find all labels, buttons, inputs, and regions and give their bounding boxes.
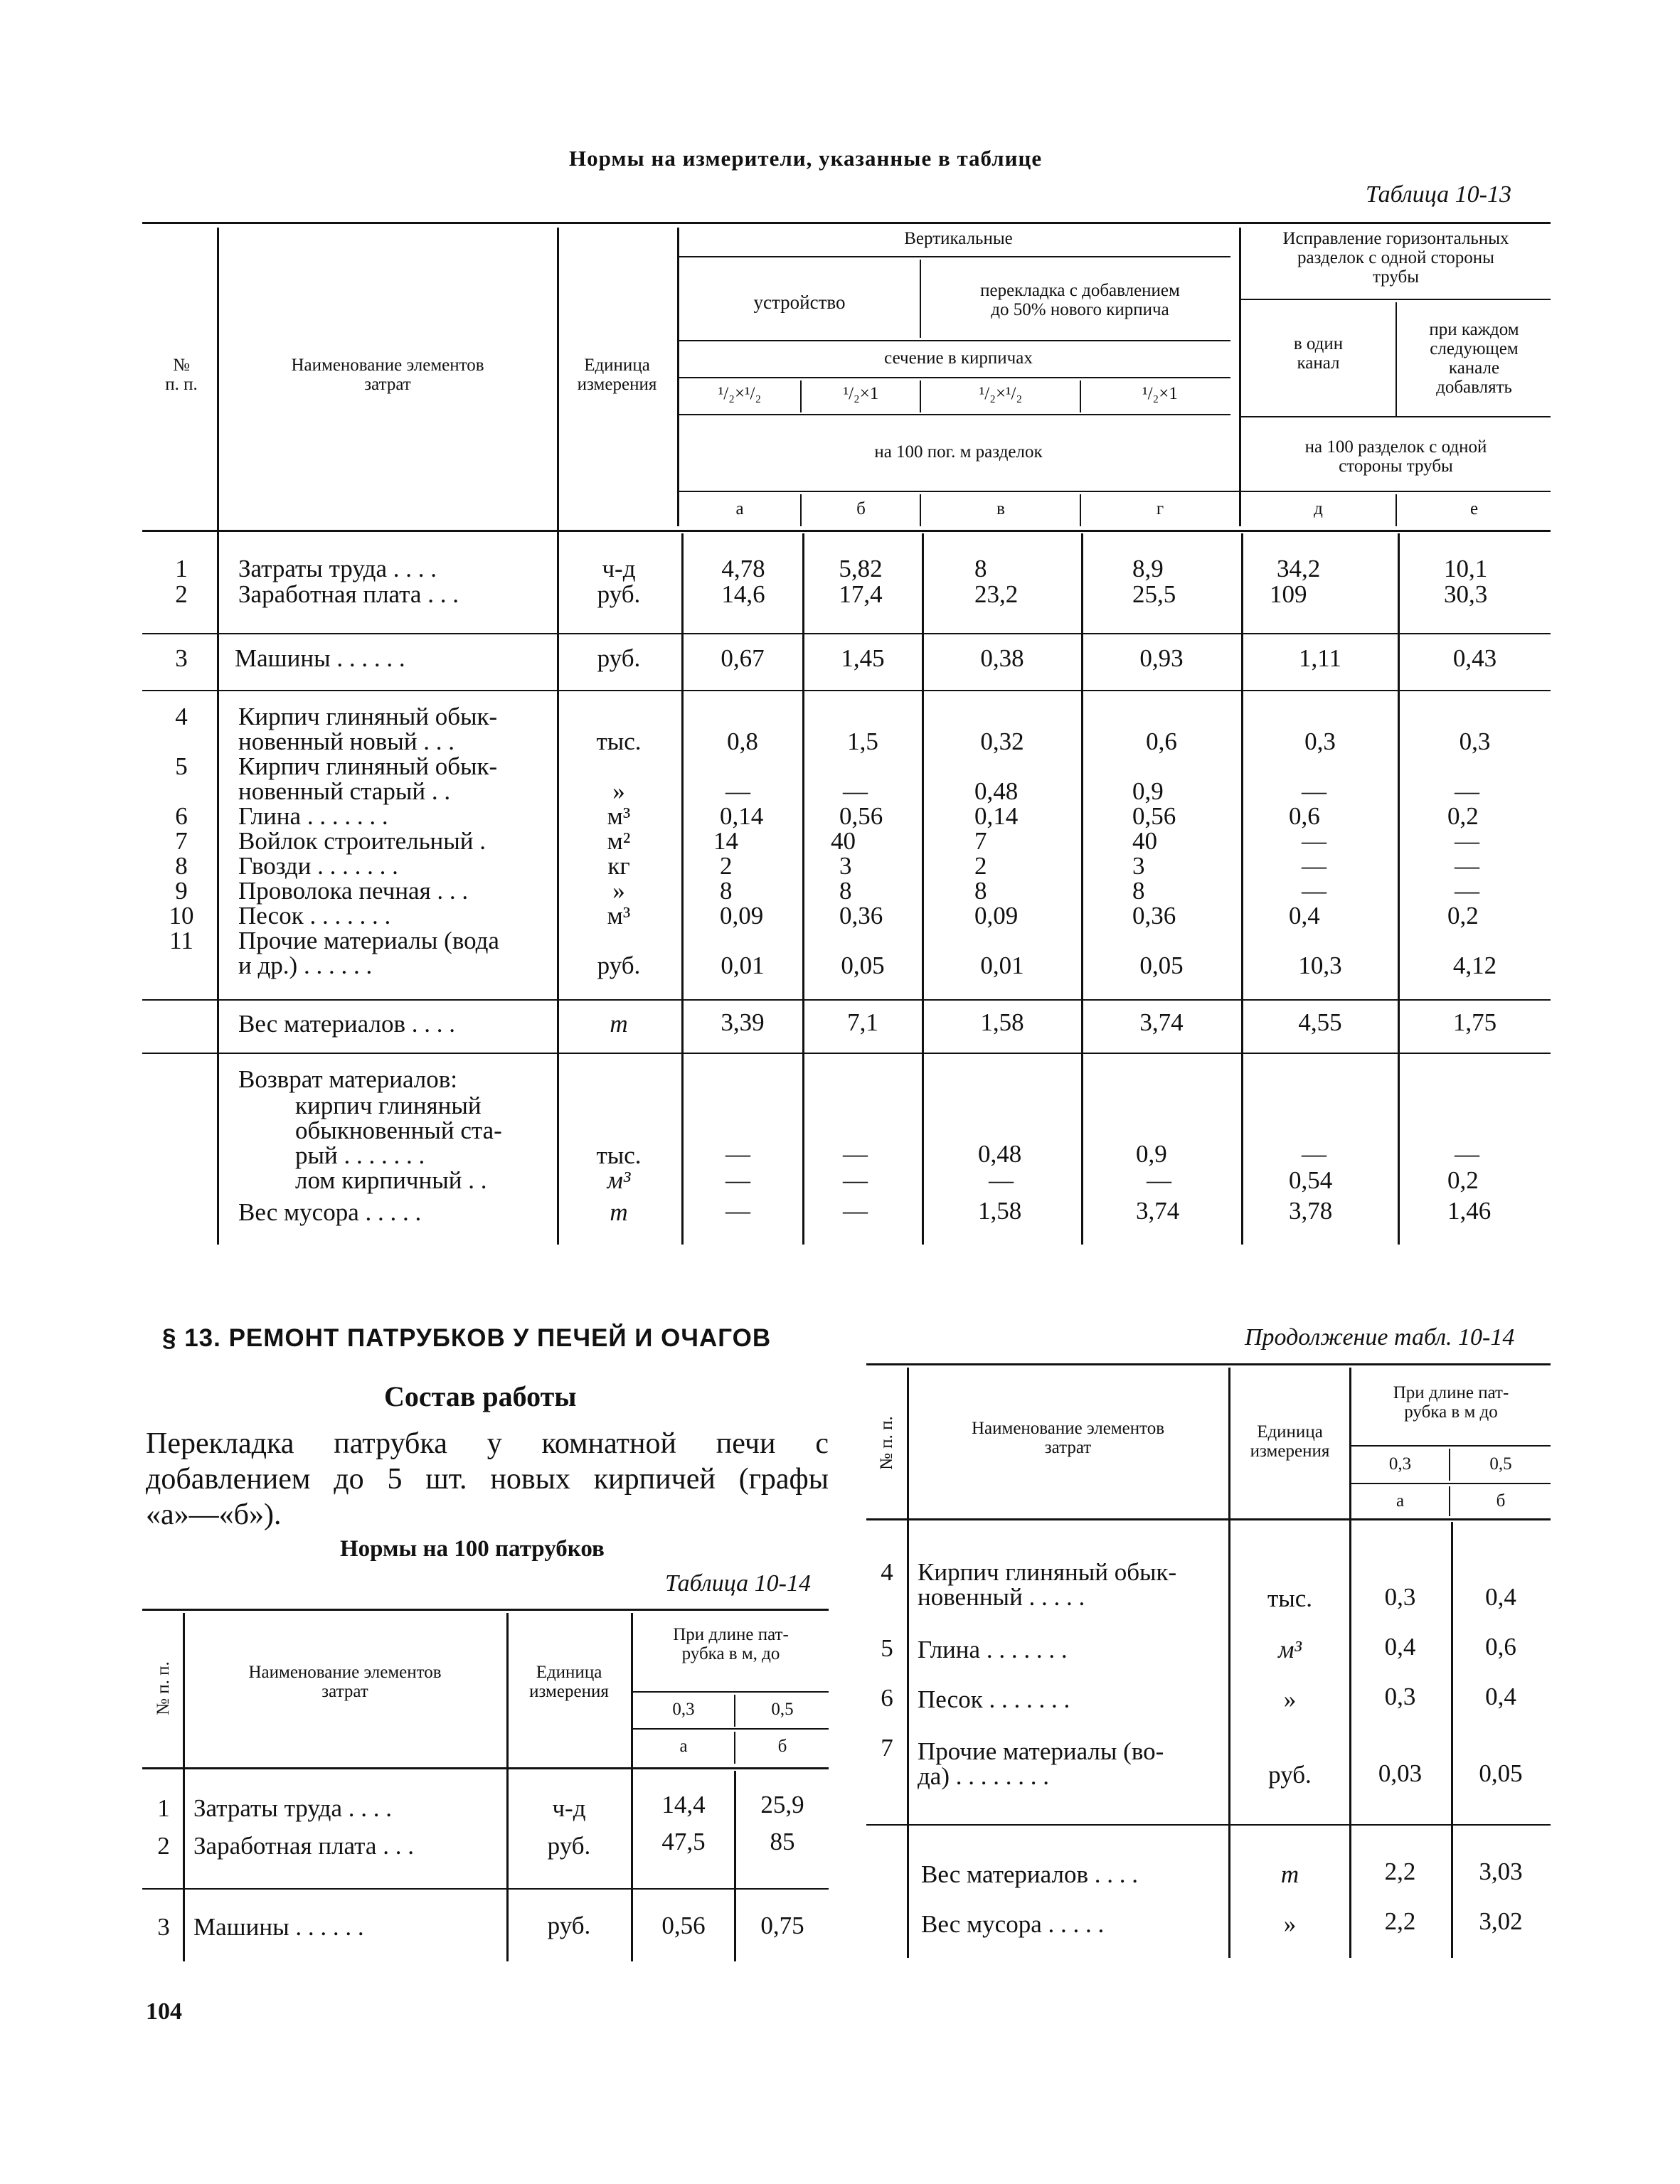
cont-debris-name: Вес мусора . . . . .: [921, 1910, 1105, 1938]
top-col-b: б: [856, 499, 866, 518]
top-col-v: в: [996, 499, 1005, 518]
r3-unit: руб.: [597, 644, 641, 672]
cont-r4-b: 0,4: [1485, 1583, 1516, 1611]
t14-hdr-num: № п. п.: [154, 1661, 173, 1715]
r9-d: —: [1302, 877, 1327, 905]
r9-e: —: [1455, 877, 1479, 905]
cont-r6-unit: »: [1283, 1685, 1297, 1713]
r10-num: 10: [169, 902, 194, 929]
cont-r4-num: 4: [881, 1558, 893, 1586]
top-table-title: Нормы на измерители, указанные в таблице: [569, 146, 1043, 171]
r1-b: 5,82: [839, 555, 883, 582]
cont-weight-a: 2,2: [1384, 1858, 1416, 1885]
page-number: 104: [146, 1998, 182, 2025]
cont-debris-b: 3,02: [1479, 1907, 1523, 1935]
r7-a: 14: [713, 827, 738, 855]
r6-num: 6: [175, 802, 188, 830]
r5-b: —: [843, 777, 868, 805]
weight-name: Вес материалов . . . .: [238, 1010, 455, 1038]
cont-hdr-name: Наименование элементов затрат: [971, 1419, 1165, 1457]
r9-name: Проволока печная . . .: [238, 877, 469, 905]
top-hdr-num: № п. п.: [165, 356, 198, 394]
cont-hdr-len: При длине пат- рубка в м до: [1393, 1383, 1509, 1422]
r5-a: —: [725, 777, 750, 805]
debris-e: 1,46: [1447, 1197, 1492, 1225]
r1-g: 8,9: [1132, 555, 1164, 582]
top-col-e: е: [1469, 499, 1479, 518]
cont-r5-unit: м³: [1278, 1636, 1302, 1663]
r7-d: —: [1302, 827, 1327, 855]
r9-b: 8: [839, 877, 852, 905]
r4-d: 0,3: [1304, 728, 1336, 755]
r6-name: Глина . . . . . . .: [238, 802, 388, 830]
top-hdr-name: Наименование элементов затрат: [291, 356, 484, 394]
r3-g: 0,93: [1139, 644, 1184, 672]
r5-name: Кирпич глиняный обык- новенный старый . .: [238, 752, 498, 805]
top-hdr-device: устройство: [753, 292, 846, 313]
top-col-a: а: [735, 499, 744, 518]
return-scrap-a: —: [725, 1166, 750, 1194]
cont-r7-a: 0,03: [1378, 1759, 1423, 1787]
r5-v: 0,48: [974, 777, 1019, 805]
t14-r1-unit: ч-д: [552, 1794, 586, 1822]
r7-e: —: [1455, 827, 1479, 855]
weight-b: 7,1: [847, 1008, 878, 1036]
r11-unit: руб.: [597, 952, 641, 979]
r2-unit: руб.: [597, 580, 641, 608]
t14-hdr-l2: 0,5: [771, 1700, 794, 1719]
r6-unit: м³: [607, 802, 631, 830]
cont-r7-unit: руб.: [1268, 1761, 1312, 1789]
r10-d: 0,4: [1289, 902, 1320, 929]
r8-d: —: [1302, 852, 1327, 880]
r4-e: 0,3: [1459, 728, 1491, 755]
r6-b: 0,56: [839, 802, 883, 830]
return-scrap-v: —: [989, 1166, 1014, 1194]
cont-r4-name: Кирпич глиняный обык- новенный . . . . .: [918, 1558, 1177, 1611]
section-heading: § 13. РЕМОНТ ПАТРУБКОВ У ПЕЧЕЙ И ОЧАГОВ: [162, 1324, 772, 1352]
r2-v: 23,2: [974, 580, 1019, 608]
debris-g: 3,74: [1136, 1197, 1180, 1225]
r9-a: 8: [720, 877, 733, 905]
weight-a: 3,39: [721, 1008, 765, 1036]
r2-b: 17,4: [839, 580, 883, 608]
cont-r4-a: 0,3: [1384, 1583, 1416, 1611]
cont-hdr-l2: 0,5: [1489, 1454, 1512, 1474]
t14-hdr-len: При длине пат- рубка в м, до: [673, 1625, 789, 1663]
r3-name: Машины . . . . . .: [235, 644, 405, 672]
r6-g: 0,56: [1132, 802, 1176, 830]
r4-name: Кирпич глиняный обык- новенный новый . . .: [238, 703, 498, 755]
cont-r5-b: 0,6: [1485, 1633, 1516, 1661]
cont-hdr-l1: 0,3: [1388, 1454, 1412, 1474]
cont-r7-name: Прочие материалы (во- да) . . . . . . . .: [918, 1737, 1164, 1790]
return-scrap-g: —: [1147, 1166, 1171, 1194]
r9-unit: »: [612, 877, 625, 905]
t14-r1-name: Затраты труда . . . .: [193, 1794, 392, 1822]
top-hdr-s1: ¹/₂×¹/₂: [718, 384, 762, 403]
top-hdr-section: сечение в кирпичах: [884, 348, 1033, 368]
t14-r2-name: Заработная плата . . .: [193, 1832, 414, 1860]
r7-unit: м²: [607, 827, 631, 855]
r6-a: 0,14: [720, 802, 764, 830]
r1-e: 10,1: [1444, 555, 1488, 582]
top-hdr-s4: ¹/₂×1: [1142, 384, 1178, 403]
r4-unit: тыс.: [596, 728, 642, 755]
top-hdr-relay: перекладка с добавлением до 50% нового кирпича: [980, 281, 1180, 319]
t14-r2-num: 2: [157, 1832, 170, 1860]
cont-r6-name: Песок . . . . . . .: [918, 1685, 1070, 1713]
debris-d: 3,78: [1289, 1197, 1333, 1225]
top-hdr-one: в один канал: [1293, 334, 1344, 373]
r10-e: 0,2: [1447, 902, 1479, 929]
top-hdr-vertical: Вертикальные: [904, 229, 1013, 248]
r2-name: Заработная плата . . .: [238, 580, 459, 608]
return-brick-v: 0,48: [978, 1140, 1022, 1168]
r7-num: 7: [175, 827, 188, 855]
r5-unit: »: [612, 777, 625, 805]
top-hdr-unit: Единица измерения: [577, 356, 657, 394]
return-brick-g: 0,9: [1136, 1140, 1167, 1168]
t14-r3-num: 3: [157, 1913, 170, 1941]
return-brick-d: —: [1302, 1140, 1327, 1168]
r3-a: 0,67: [721, 644, 765, 672]
cont-debris-unit: »: [1283, 1910, 1297, 1938]
top-hdr-per100: на 100 пог. м разделок: [874, 442, 1043, 462]
debris-unit: т: [610, 1198, 628, 1226]
cont-hdr-unit: Единица измерения: [1250, 1422, 1330, 1461]
t14-r3-a: 0,56: [661, 1912, 706, 1939]
top-table-caption: Таблица 10-13: [1366, 181, 1511, 208]
continuation-caption: Продолжение табл. 10-14: [1245, 1324, 1515, 1351]
cont-weight-name: Вес материалов . . . .: [921, 1860, 1138, 1888]
cont-r5-a: 0,4: [1384, 1633, 1416, 1661]
top-hdr-each: при каждом следующем канале добавлять: [1429, 320, 1519, 397]
cont-weight-unit: т: [1280, 1860, 1299, 1888]
top-col-g: г: [1156, 499, 1164, 518]
r6-e: 0,2: [1447, 802, 1479, 830]
r9-v: 8: [974, 877, 987, 905]
t14-hdr-a: а: [679, 1737, 688, 1756]
table-10-14-caption: Таблица 10-14: [665, 1570, 811, 1597]
r10-unit: м³: [607, 902, 631, 929]
r3-num: 3: [175, 644, 188, 672]
r9-num: 9: [175, 877, 188, 905]
r10-name: Песок . . . . . . .: [238, 902, 391, 929]
r8-name: Гвозди . . . . . . .: [238, 852, 398, 880]
r11-g: 0,05: [1139, 952, 1184, 979]
r6-v: 0,14: [974, 802, 1019, 830]
section-subhead: Состав работы: [384, 1380, 577, 1412]
return-scrap-e: 0,2: [1447, 1166, 1479, 1194]
t14-hdr-b: б: [777, 1737, 787, 1756]
r9-g: 8: [1132, 877, 1145, 905]
r1-a: 4,78: [721, 555, 765, 582]
r4-a: 0,8: [727, 728, 758, 755]
r7-g: 40: [1132, 827, 1157, 855]
r3-e: 0,43: [1452, 644, 1497, 672]
return-brick-e: —: [1455, 1140, 1479, 1168]
debris-name: Вес мусора . . . . .: [238, 1198, 422, 1226]
r8-g: 3: [1132, 852, 1145, 880]
r8-a: 2: [720, 852, 733, 880]
t14-r1-b: 25,9: [760, 1791, 804, 1818]
top-hdr-s3: ¹/₂×¹/₂: [979, 384, 1023, 403]
return-brick-unit: тыс.: [596, 1141, 642, 1169]
top-hdr-s2: ¹/₂×1: [843, 384, 879, 403]
r11-d: 10,3: [1298, 952, 1342, 979]
r11-b: 0,05: [841, 952, 885, 979]
t14-r2-b: 85: [770, 1828, 795, 1855]
return-brick-a: —: [725, 1140, 750, 1168]
r3-v: 0,38: [980, 644, 1024, 672]
r8-v: 2: [974, 852, 987, 880]
r10-v: 0,09: [974, 902, 1019, 929]
r3-d: 1,11: [1299, 644, 1341, 672]
t14-hdr-l1: 0,3: [672, 1700, 695, 1719]
r2-num: 2: [175, 580, 188, 608]
r8-b: 3: [839, 852, 852, 880]
t14-hdr-unit: Единица измерения: [529, 1663, 609, 1701]
top-hdr-horiz: Исправление горизонтальных разделок с одной стороны трубы: [1282, 229, 1509, 287]
r7-v: 7: [974, 827, 987, 855]
r8-unit: кг: [607, 852, 630, 880]
t14-r3-unit: руб.: [547, 1912, 591, 1939]
r1-d: 34,2: [1277, 555, 1321, 582]
debris-a: —: [725, 1197, 750, 1225]
cont-debris-a: 2,2: [1384, 1907, 1416, 1935]
r5-d: —: [1302, 777, 1327, 805]
r1-num: 1: [175, 555, 188, 582]
return-title: Возврат материалов:: [238, 1065, 458, 1093]
return-scrap-d: 0,54: [1289, 1166, 1333, 1194]
r11-num: 11: [169, 927, 193, 954]
r4-b: 1,5: [847, 728, 878, 755]
r10-g: 0,36: [1132, 902, 1176, 929]
r10-a: 0,09: [720, 902, 764, 929]
r2-a: 14,6: [721, 580, 765, 608]
t14-r1-num: 1: [157, 1794, 170, 1822]
cont-hdr-a: а: [1395, 1491, 1405, 1511]
cont-hdr-num: № п. п.: [877, 1416, 896, 1470]
r11-v: 0,01: [980, 952, 1024, 979]
r1-unit: ч-д: [602, 555, 636, 582]
cont-hdr-b: б: [1496, 1491, 1506, 1511]
cont-r4-unit: тыс.: [1267, 1584, 1313, 1612]
r5-e: —: [1455, 777, 1479, 805]
debris-v: 1,58: [978, 1197, 1022, 1225]
t14-r3-b: 0,75: [760, 1912, 804, 1939]
r4-g: 0,6: [1146, 728, 1177, 755]
r6-d: 0,6: [1289, 802, 1320, 830]
section-paragraph: Перекладка патрубка у комнатной печи с добавлением до 5 шт. новых кирпичей (графы «а»—«б»).: [146, 1427, 829, 1531]
r11-e: 4,12: [1452, 952, 1497, 979]
t14-r1-a: 14,4: [661, 1791, 706, 1818]
return-scrap-name: лом кирпичный . .: [295, 1166, 487, 1194]
r1-name: Затраты труда . . . .: [238, 555, 437, 582]
return-scrap-unit: м³: [607, 1166, 631, 1194]
debris-b: —: [843, 1197, 868, 1225]
r4-v: 0,32: [980, 728, 1024, 755]
cont-r6-b: 0,4: [1485, 1683, 1516, 1710]
r10-b: 0,36: [839, 902, 883, 929]
cont-r6-a: 0,3: [1384, 1683, 1416, 1710]
weight-e: 1,75: [1452, 1008, 1497, 1036]
r11-a: 0,01: [721, 952, 765, 979]
weight-g: 3,74: [1139, 1008, 1184, 1036]
r8-num: 8: [175, 852, 188, 880]
cont-r6-num: 6: [881, 1684, 893, 1712]
r4-num: 4: [175, 703, 188, 730]
r7-b: 40: [831, 827, 856, 855]
t14-r2-unit: руб.: [547, 1832, 591, 1860]
r2-g: 25,5: [1132, 580, 1176, 608]
t14-r3-name: Машины . . . . . .: [193, 1913, 364, 1941]
cont-r7-b: 0,05: [1479, 1759, 1523, 1787]
r2-e: 30,3: [1444, 580, 1488, 608]
return-scrap-b: —: [843, 1166, 868, 1194]
r8-e: —: [1455, 852, 1479, 880]
cont-r5-num: 5: [881, 1634, 893, 1662]
norms-title: Нормы на 100 патрубков: [340, 1536, 605, 1562]
t14-hdr-name: Наименование элементов затрат: [248, 1663, 442, 1701]
top-hdr-per100b: на 100 разделок с одной стороны трубы: [1304, 437, 1487, 476]
weight-unit: т: [610, 1010, 628, 1038]
t14-r2-a: 47,5: [661, 1828, 706, 1855]
r2-d: 109: [1270, 580, 1307, 608]
return-brick-name: кирпич глиняный обыкновенный ста- рый . . . . . . .: [295, 1092, 502, 1169]
cont-weight-b: 3,03: [1479, 1858, 1523, 1885]
return-brick-b: —: [843, 1140, 868, 1168]
cont-r5-name: Глина . . . . . . .: [918, 1636, 1068, 1663]
weight-d: 4,55: [1298, 1008, 1342, 1036]
r7-name: Войлок строительный .: [238, 827, 487, 855]
top-col-d: д: [1314, 499, 1323, 518]
r11-name: Прочие материалы (вода и др.) . . . . . .: [238, 927, 499, 979]
r1-v: 8: [974, 555, 987, 582]
r5-num: 5: [175, 752, 188, 780]
r5-g: 0,9: [1132, 777, 1164, 805]
weight-v: 1,58: [980, 1008, 1024, 1036]
r3-b: 1,45: [841, 644, 885, 672]
cont-r7-num: 7: [881, 1734, 893, 1762]
